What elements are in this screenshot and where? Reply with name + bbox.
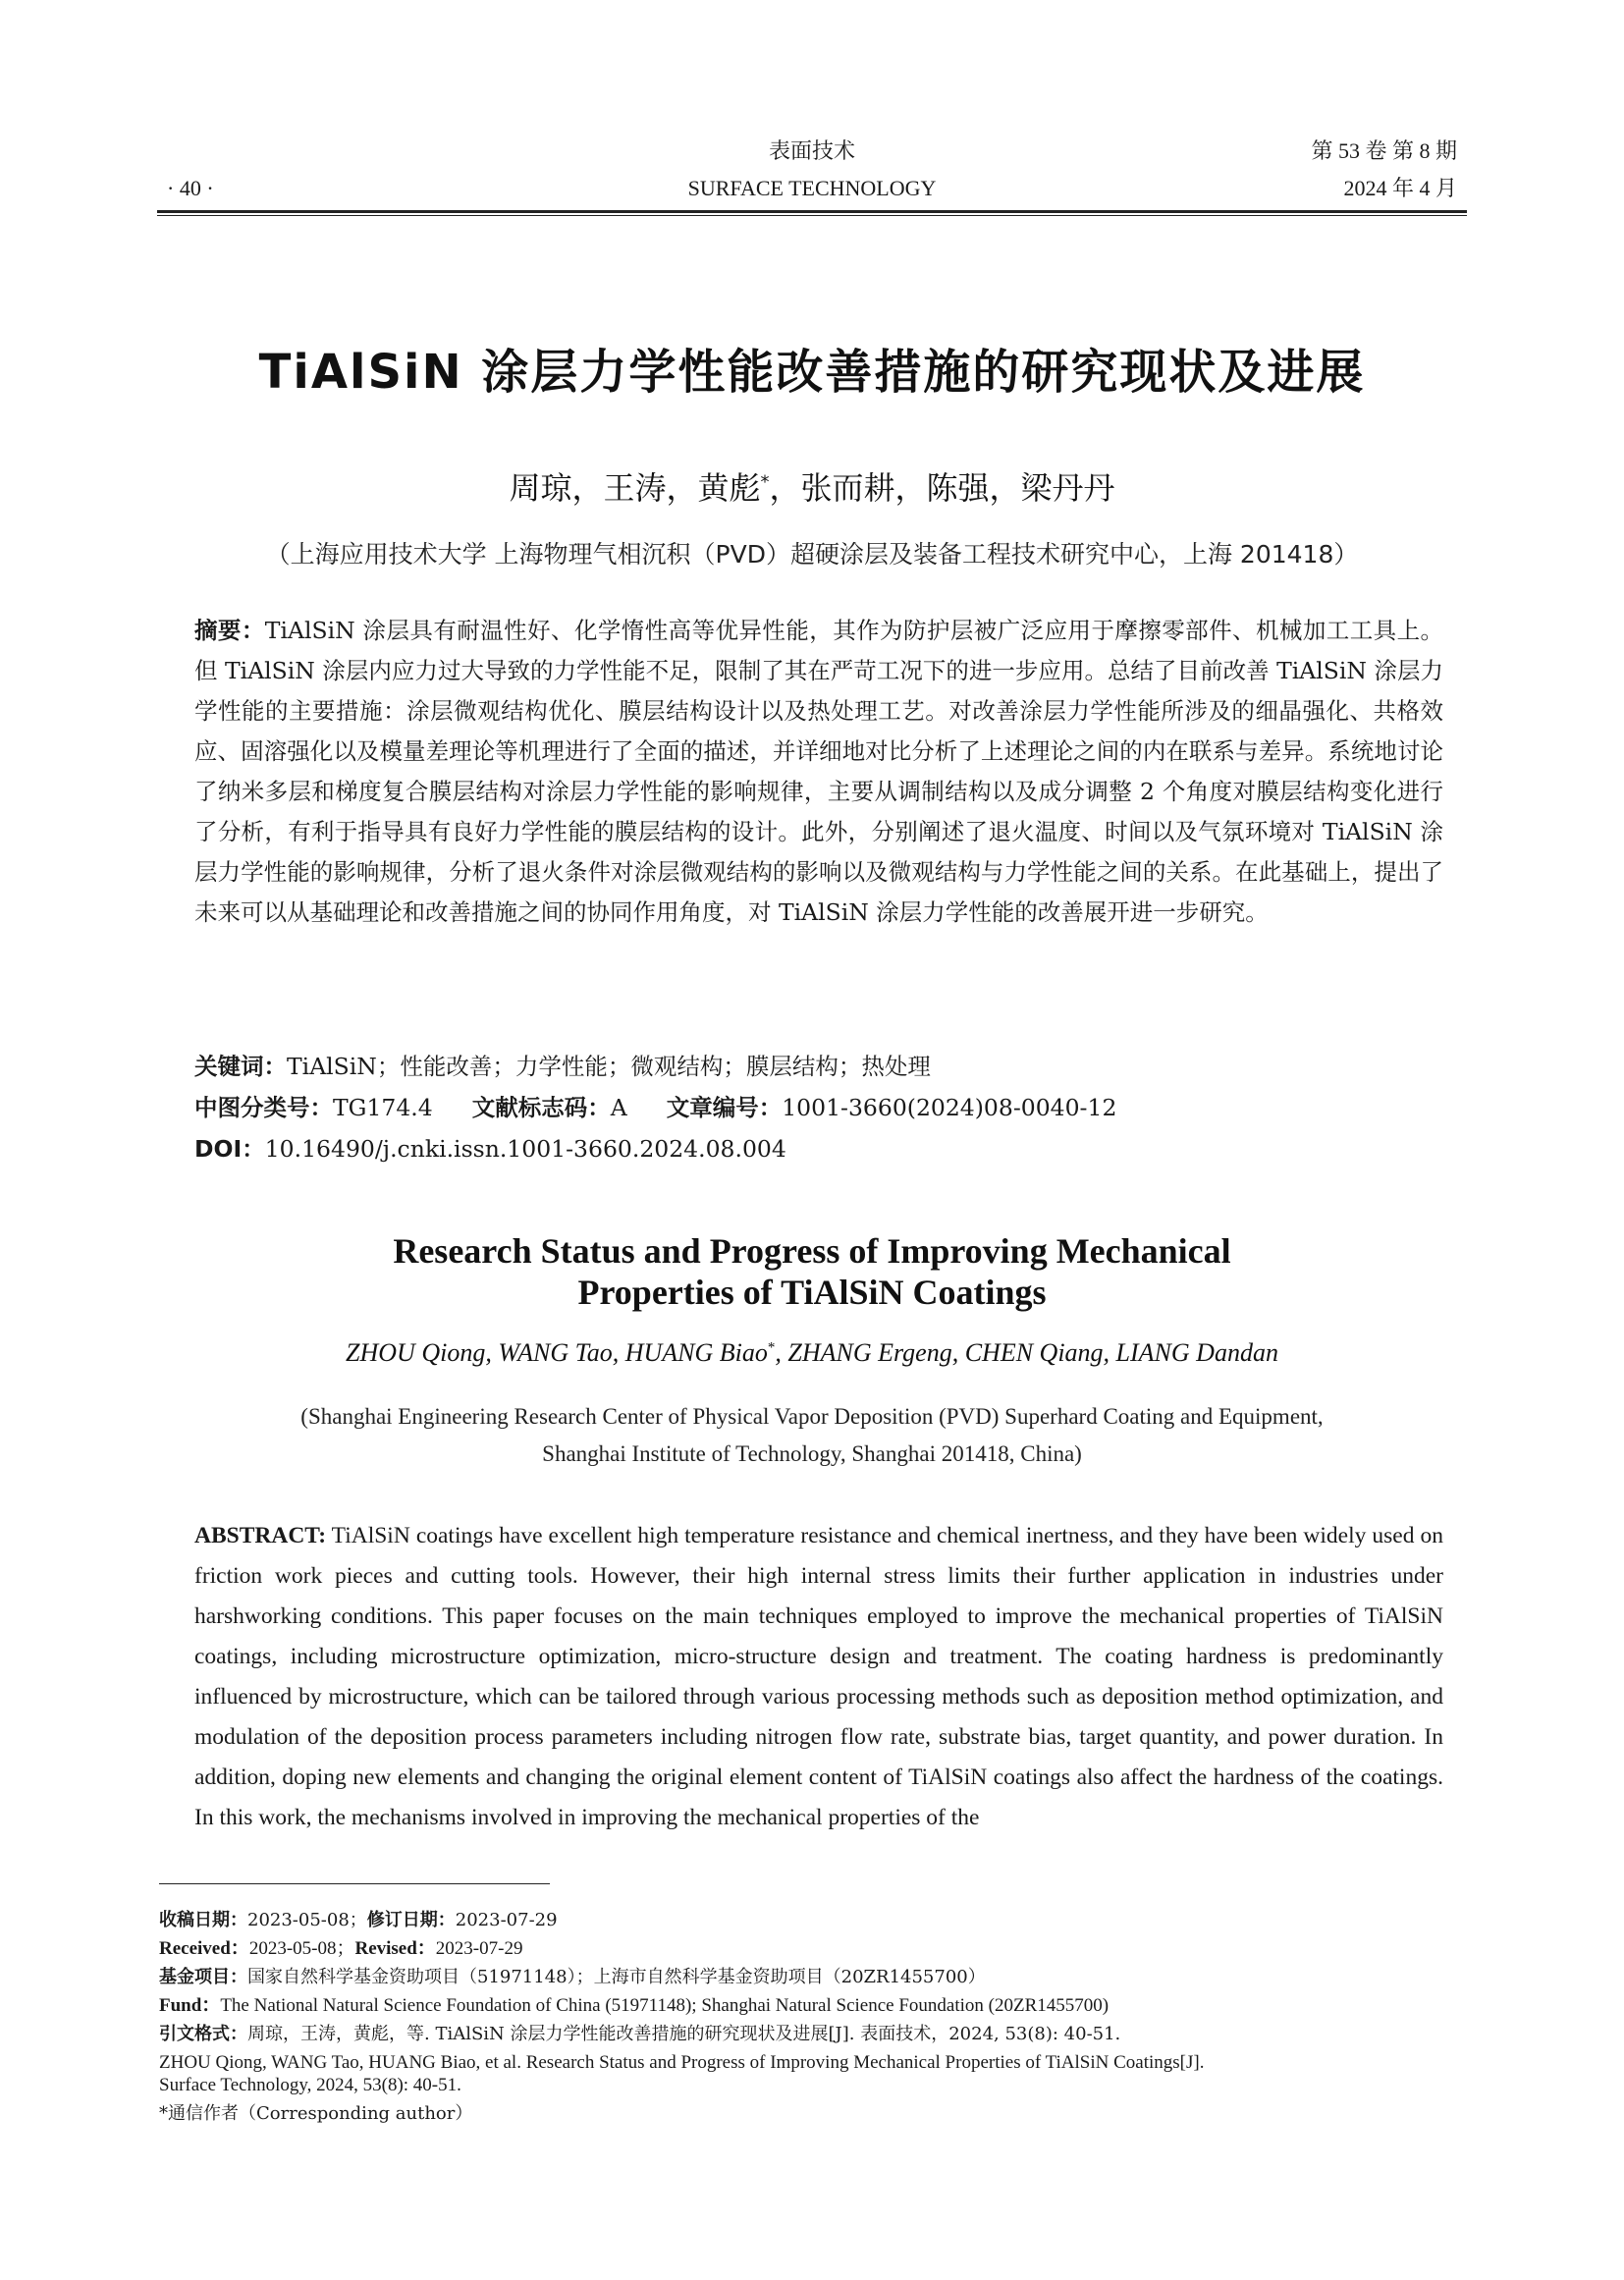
volume-issue: 第 53 卷 第 8 期	[1311, 138, 1457, 163]
revised-en-date: 2023-07-29	[435, 1938, 523, 1959]
affiliation-en	[0, 1398, 1624, 1473]
revised-cn-date: 2023-07-29	[455, 1910, 558, 1930]
citation-en-line1: ZHOU Qiong, WANG Tao, HUANG Biao, et al. Research Status and Progress of Improving Mechanical Properties of TiAlSiN Coatings[J].	[159, 2052, 1205, 2073]
received-cn	[159, 1909, 1475, 1931]
abstract-en-label: ABSTRACT:	[194, 1523, 327, 1548]
revised-en-label: Revised：	[354, 1938, 436, 1959]
journal-name-cn: 表面技术	[768, 138, 855, 163]
title-en-line2: Properties of TiAlSiN Coatings	[577, 1273, 1047, 1312]
authors-en-first: ZHOU Qiong, WANG Tao, HUANG Biao	[346, 1338, 768, 1367]
doi-line	[194, 1133, 786, 1165]
doi-label: DOI：	[194, 1135, 265, 1163]
citation-cn-label: 引文格式：	[159, 2024, 247, 2044]
fund-cn	[159, 1966, 1475, 1988]
abstract-cn-label: 摘要：	[194, 617, 265, 644]
clc-label: 中图分类号：	[194, 1094, 333, 1121]
authors-en-rest: , ZHANG Ergeng, CHEN Qiang, LIANG Dandan	[775, 1338, 1278, 1367]
authors-cn-rest: ，张而耕，陈强，梁丹丹	[769, 469, 1115, 507]
fund-en	[159, 1994, 1475, 2017]
fund-cn-label: 基金项目：	[159, 1967, 247, 1987]
authors-cn-first: 周琼，王涛，黄彪	[509, 469, 761, 507]
title-en-line1: Research Status and Progress of Improving Mechanical	[393, 1231, 1231, 1271]
corresponding-mark: *	[760, 471, 770, 493]
affiliation-en-line2: Shanghai Institute of Technology, Shanghai 201418, China)	[542, 1441, 1082, 1466]
abstract-en	[194, 1516, 1443, 1838]
page-number: · 40 ·	[167, 176, 214, 200]
corresponding-mark-en: *	[767, 1339, 776, 1356]
paper-title-en	[0, 1230, 1624, 1313]
clc-value: TG174.4	[333, 1094, 433, 1121]
received-en-date: 2023-05-08；	[248, 1938, 355, 1959]
received-en	[159, 1937, 1475, 1960]
classification-line	[194, 1092, 1116, 1123]
fund-en-label: Fund：	[159, 1995, 221, 2016]
received-en-label: Received：	[159, 1938, 249, 1959]
footnote-rule	[159, 1883, 550, 1884]
article-number-label: 文章编号：	[666, 1094, 783, 1121]
received-cn-date: 2023-05-08；	[247, 1910, 367, 1930]
affiliation-cn: （上海应用技术大学 上海物理气相沉积（PVD）超硬涂层及装备工程技术研究中心，上海 201418）	[265, 540, 1359, 569]
doc-code-value: A	[610, 1094, 627, 1121]
header-rule	[157, 210, 1467, 213]
citation-cn-text: 周琼，王涛，黄彪，等. TiAlSiN 涂层力学性能改善措施的研究现状及进展[J]. 表面技术，2024, 53(8): 40-51.	[247, 2024, 1121, 2044]
corresponding-author-note: *通信作者（Corresponding author）	[159, 2103, 473, 2124]
keywords-label: 关键词：	[194, 1053, 287, 1080]
header-rule-thin	[157, 215, 1467, 216]
citation-en-line2: Surface Technology, 2024, 53(8): 40-51.	[159, 2075, 461, 2095]
revised-cn-label: 修订日期：	[366, 1910, 456, 1930]
keywords	[194, 1051, 931, 1082]
authors-en	[0, 1338, 1624, 1368]
doc-code-label: 文献标志码：	[471, 1094, 611, 1121]
keywords-text: TiAlSiN；性能改善；力学性能；微观结构；膜层结构；热处理	[287, 1053, 931, 1080]
paper-title-cn: TiAlSiN 涂层力学性能改善措施的研究现状及进展	[258, 345, 1366, 400]
abstract-cn	[194, 611, 1443, 933]
fund-cn-text: 国家自然科学基金资助项目（51971148）；上海市自然科学基金资助项目（20ZR1455700）	[247, 1967, 986, 1987]
affiliation-en-line1: (Shanghai Engineering Research Center of Physical Vapor Deposition (PVD) Superhard Coating and Equipment,	[300, 1404, 1324, 1429]
citation-cn	[159, 2023, 1475, 2045]
received-cn-label: 收稿日期：	[159, 1910, 247, 1930]
issue-date: 2024 年 4 月	[1343, 176, 1457, 200]
fund-en-text: The National Natural Science Foundation of China (51971148); Shanghai Natural Science Foundation (20ZR1455700)	[220, 1995, 1110, 2016]
abstract-cn-text: TiAlSiN 涂层具有耐温性好、化学惰性高等优异性能，其作为防护层被广泛应用于摩擦零部件、机械加工工具上。但 TiAlSiN 涂层内应力过大导致的力学性能不足，限制了其在严苛工况下的进一步应用。总结了目前改善 TiAlSiN 涂层力学性能的主要措施：涂层微观结构优化、膜层结构设计以及热处理工艺。对改善涂层力学性能所涉及的细晶强化、共格效应、固溶强化以及模量差理论等机理进行了全面的描述，并详细地对比分析了上述理论之间的内在联系与差异。系统地讨论了纳米多层和梯度复合膜层结构对涂层力学性能的影响规律，主要从调制结构以及成分调整 2 个角度对膜层结构变化进行了分析，有利于指导具有良好力学性能的膜层结构的设计。此外，分别阐述了退火温度、时间以及气氛环境对 TiAlSiN 涂层力学性能的影响规律，分析了退火条件对涂层微观结构的影响以及微观结构与力学性能之间的关系。在此基础上，提出了未来可以从基础理论和改善措施之间的协同作用角度，对 TiAlSiN 涂层力学性能的改善展开进一步研究。	[194, 617, 1443, 926]
article-number-value: 1001-3660(2024)08-0040-12	[782, 1094, 1117, 1121]
abstract-en-text: TiAlSiN coatings have excellent high temperature resistance and chemical inertness, and they have been widely used on friction work pieces and cutting tools. However, their high internal stress limits their further application in industries under harshworking conditions. This paper focuses on the main techniques employed to improve the mechanical properties of TiAlSiN coatings, including microstructure optimization, micro-structure design and treatment. The coating hardness is predominantly influenced by microstructure, which can be tailored through various processing methods such as deposition method optimization, and modulation of the deposition process parameters including nitrogen flow rate, substrate bias, target quantity, and power duration. In addition, doping new elements and changing the original element content of TiAlSiN coatings also affect the hardness of the coatings. In this work, the mechanisms involved in improving the mechanical properties of the	[194, 1523, 1444, 1830]
doi-value[interactable]: 10.16490/j.cnki.issn.1001-3660.2024.08.004	[264, 1135, 786, 1163]
authors-cn	[0, 463, 1624, 509]
journal-name-en: SURFACE TECHNOLOGY	[687, 176, 937, 200]
